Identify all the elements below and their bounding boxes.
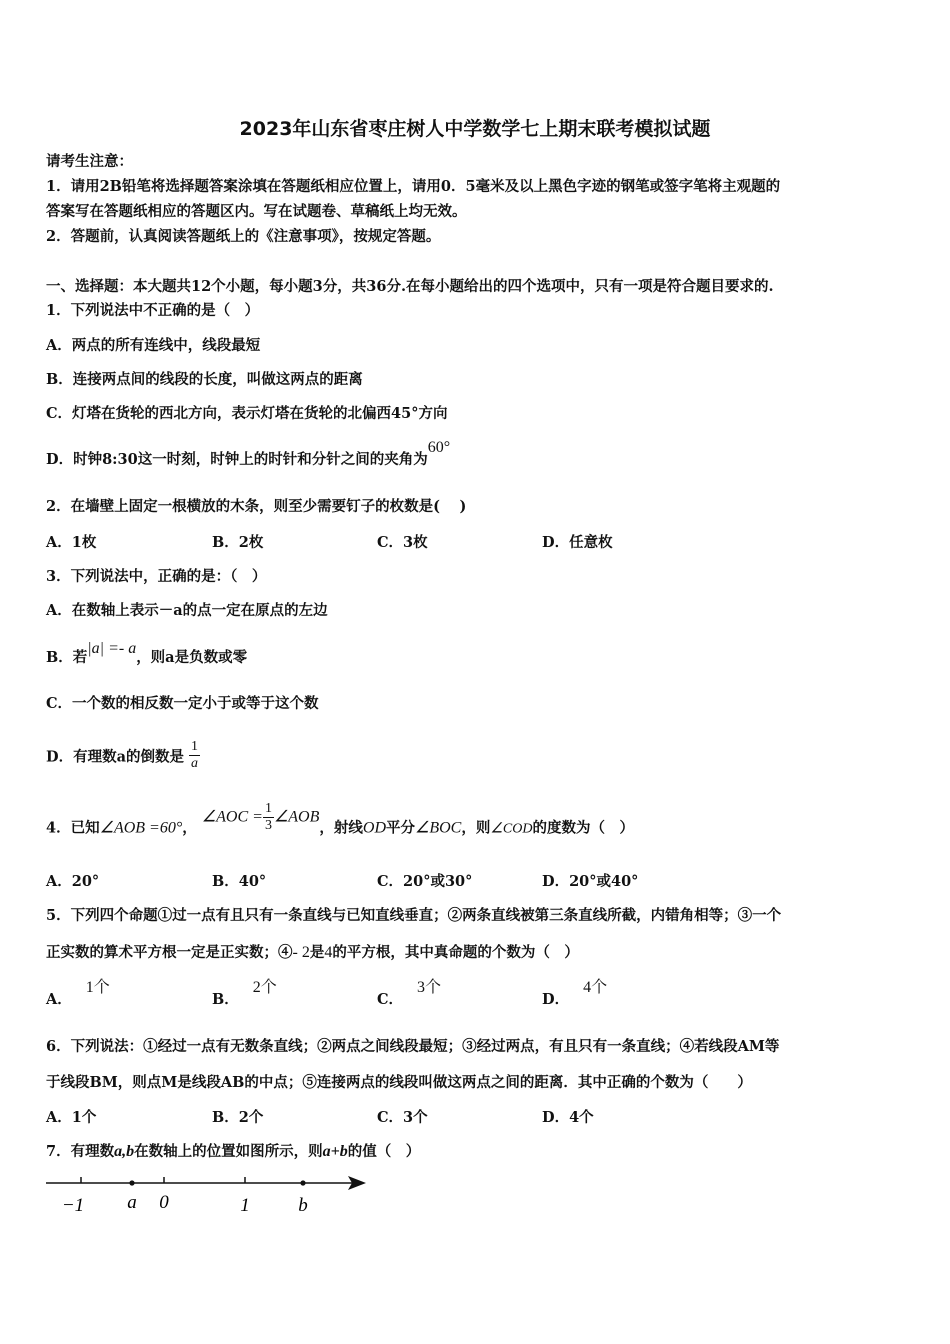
notice-heading: 请考生注意： [46,153,133,170]
q4-option-a: A．20° [46,873,100,890]
q5-option-d [542,979,608,1010]
section-heading: 一、选择题：本大题共12个小题，每小题3分，共36分.在每小题给出的四个选项中，只有一项是符合题目要求的. [46,278,774,295]
q4-text-1: 4．已知 [46,819,100,837]
q5-option-a [46,979,110,1010]
q5-option-d-value: 4个 [583,979,608,996]
q5-option-a-label: A． [46,991,72,1008]
q3-option-d-fraction [189,739,200,772]
point-b [300,1180,305,1185]
q4-math-2b: ∠AOB [273,808,320,826]
notice-line-3: 2．答题前，认真阅读答题纸上的《注意事项》，按规定答题。 [46,228,441,245]
q4-math-3: OD [362,819,386,837]
q5-line-2-math-2: 4 [324,944,333,961]
q1-stem: 1．下列说法中不正确的是（ ） [46,302,260,319]
q4-option-c: C．20°或30° [377,873,473,890]
q1-option-c: C．灯塔在货轮的西北方向，表示灯塔在货轮的北偏西45°方向 [46,405,448,422]
label-a: a [127,1192,137,1213]
q5-line-2-pre: 正实数的算术平方根一定是正实数；④ [46,944,293,961]
q3-option-b-post: ，则a是负数或零 [136,649,248,666]
q4-math-5: ∠COD [490,821,533,837]
q5-line-2-mid: 是 [309,944,325,961]
q7-stem-post: 的值（ ） [347,1143,421,1160]
q5-line-2-math-1: - 2 [292,944,310,961]
q3-option-b-pre: B．若 [46,649,88,666]
q4-math-2a: ∠AOC = [201,808,263,826]
q7-stem [46,1142,420,1162]
q5-option-d-label: D． [542,991,570,1008]
q3-option-d-numerator: 1 [191,739,199,754]
q4-option-b: B．40° [212,873,267,890]
q3-stem: 3．下列说法中，正确的是：（ ） [46,568,267,585]
q4-option-d: D．20°或40° [542,873,639,890]
number-line-figure [40,1170,380,1220]
q6-option-a: A．1个 [46,1109,97,1126]
q2-option-a: A．1枚 [46,534,97,551]
q4-math-2-denominator: 3 [264,818,272,833]
q5-line-2 [46,943,579,963]
q1-option-d-math: 60° [427,439,451,456]
q7-stem-mid: 在数轴上的位置如图所示，则 [134,1143,323,1160]
q6-line-1: 6．下列说法：①经过一点有无数条直线；②两点之间线段最短；③经过两点，有且只有一条直线；④若线段AM等 [46,1038,780,1055]
q4-text-5: ，则 [461,819,491,837]
q7-stem-math-2: a+b [322,1143,348,1160]
q6-line-2: 于线段BM，则点M是线段AB的中点；⑤连接两点的线段叫做这两点之间的距离．其中正确的个数为（ ） [46,1074,752,1091]
q4-math-2-numerator: 1 [264,801,272,816]
label-1: 1 [240,1195,250,1216]
page-title: 2023年山东省枣庄树人中学数学七上期末联考模拟试题 [239,118,711,140]
q5-option-b-label: B． [212,991,239,1008]
q3-option-d [46,741,200,774]
q5-line-1: 5．下列四个命题①过一点有且只有一条直线与已知直线垂直；②两条直线被第三条直线所截，内错角相等；③一个 [46,907,782,924]
q1-option-d [46,439,451,470]
q6-option-b: B．2个 [212,1109,264,1126]
q4-text-6: 的度数为（ ） [532,819,634,837]
q5-option-a-value: 1个 [85,979,110,996]
q4-text-3: ，射线 [319,819,363,837]
q5-option-c-label: C． [377,991,404,1008]
q5-option-b [212,979,277,1010]
q5-line-2-post: 的平方根，其中真命题的个数为（ ） [332,944,579,961]
q3-option-d-denominator: a [191,756,199,771]
q7-stem-pre: 7．有理数 [46,1143,115,1160]
q4-math-2-fraction [263,801,274,834]
q7-stem-math-1: a,b [114,1143,135,1160]
q4-math-2 [202,801,320,834]
q6-option-c: C．3个 [377,1109,428,1126]
q1-option-d-text: D．时钟8:30这一时刻，时钟上的时针和分针之间的夹角为 [46,451,428,468]
q1-option-a: A．两点的所有连线中，线段最短 [46,337,261,354]
q4-text-4: 平分 [386,819,415,837]
q4-stem [46,801,634,845]
q5-option-c-value: 3个 [417,979,442,996]
q2-stem: 2．在墙壁上固定一根横放的木条，则至少需要钉子的枚数是( ) [46,498,467,515]
label-0: 0 [159,1192,169,1213]
q4-math-1: ∠AOB =60° [99,819,183,837]
q3-option-b-math: |a| =- a [87,640,137,657]
q1-option-b: B．连接两点间的线段的长度，叫做这两点的距离 [46,371,363,388]
notice-line-1: 1．请用2B铅笔将选择题答案涂填在答题纸相应位置上，请用0．5毫米及以上黑色字迹的钢笔或签字笔将主观题的 [46,178,781,195]
q3-option-c: C．一个数的相反数一定小于或等于这个数 [46,695,319,712]
q5-option-c [377,979,442,1010]
q5-option-b-value: 2个 [252,979,277,996]
q4-text-2: ， [182,819,197,837]
q2-option-b: B．2枚 [212,534,264,551]
q2-option-d: D．任意枚 [542,534,613,551]
point-a [129,1180,134,1185]
label-minus-1: −1 [61,1195,85,1216]
q3-option-b [46,640,248,668]
q4-math-4: ∠BOC [415,819,462,837]
label-b: b [298,1195,308,1216]
q3-option-d-text: D．有理数a的倒数是 [46,748,184,766]
q2-option-c: C．3枚 [377,534,428,551]
notice-line-2: 答案写在答题纸相应的答题区内。写在试题卷、草稿纸上均无效。 [46,203,467,220]
q3-option-a: A．在数轴上表示－a的点一定在原点的左边 [46,602,328,619]
q6-option-d: D．4个 [542,1109,594,1126]
